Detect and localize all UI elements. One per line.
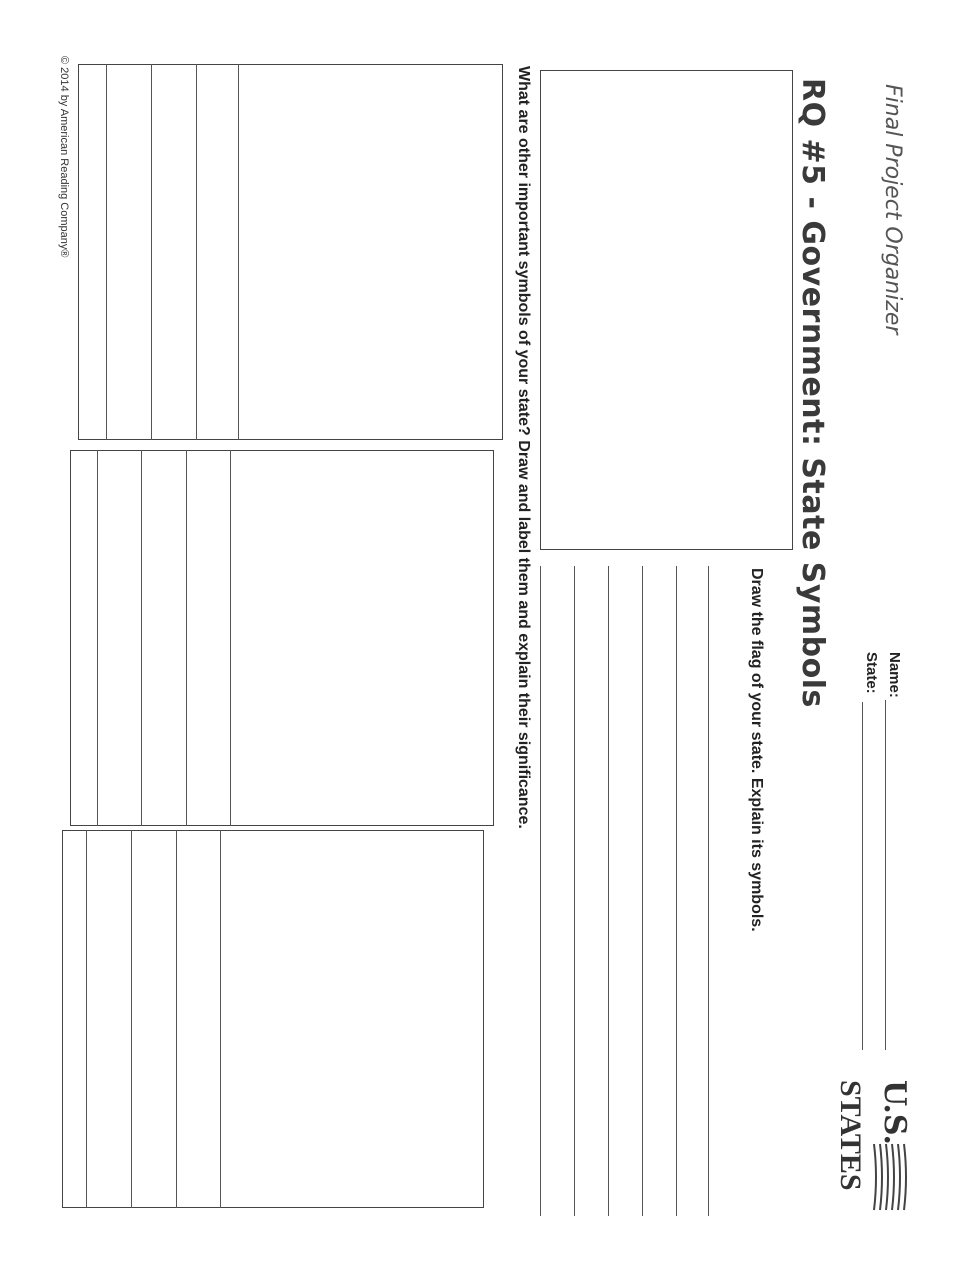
symbol-label-line[interactable] [97,450,98,826]
symbol-label-line[interactable] [131,830,132,1208]
symbol-card-frame [78,64,503,440]
flag-icon [870,1142,908,1212]
symbol-card-divider [238,64,239,440]
symbol-label-line[interactable] [106,64,107,440]
flag-writing-line[interactable] [574,566,575,1216]
symbol-card-frame [62,830,484,1208]
flag-writing-line[interactable] [642,566,643,1216]
symbol-card-divider [230,450,231,826]
page-title: RQ #5 - Government: State Symbols [795,78,830,708]
flag-writing-line[interactable] [540,566,541,1216]
flag-writing-line[interactable] [676,566,677,1216]
flag-writing-line[interactable] [608,566,609,1216]
symbol-label-line[interactable] [141,450,142,826]
logo-states-text: STATES [834,1080,867,1191]
state-label: State: [863,652,880,694]
flag-drawing-box[interactable] [540,70,793,550]
symbol-card-frame [70,450,494,826]
symbol-label-line[interactable] [186,450,187,826]
symbol-label-line[interactable] [196,64,197,440]
symbol-label-line[interactable] [86,830,87,1208]
symbol-label-line[interactable] [151,64,152,440]
symbols-prompt: What are other important symbols of your state? Draw and label them and explain their significance. [515,66,532,829]
name-label: Name: [886,652,903,698]
logo-us-text: U.S. [877,1080,912,1145]
organizer-label: Final Project Organizer [880,84,905,335]
state-field[interactable] [862,702,863,1050]
flag-prompt: Draw the flag of your state. Explain its symbols. [748,568,765,932]
flag-writing-line[interactable] [708,566,709,1216]
name-field[interactable] [885,700,886,1050]
symbol-label-line[interactable] [176,830,177,1208]
symbol-card-divider [220,830,221,1208]
copyright-notice: © 2014 by American Reading Company® [58,56,70,258]
